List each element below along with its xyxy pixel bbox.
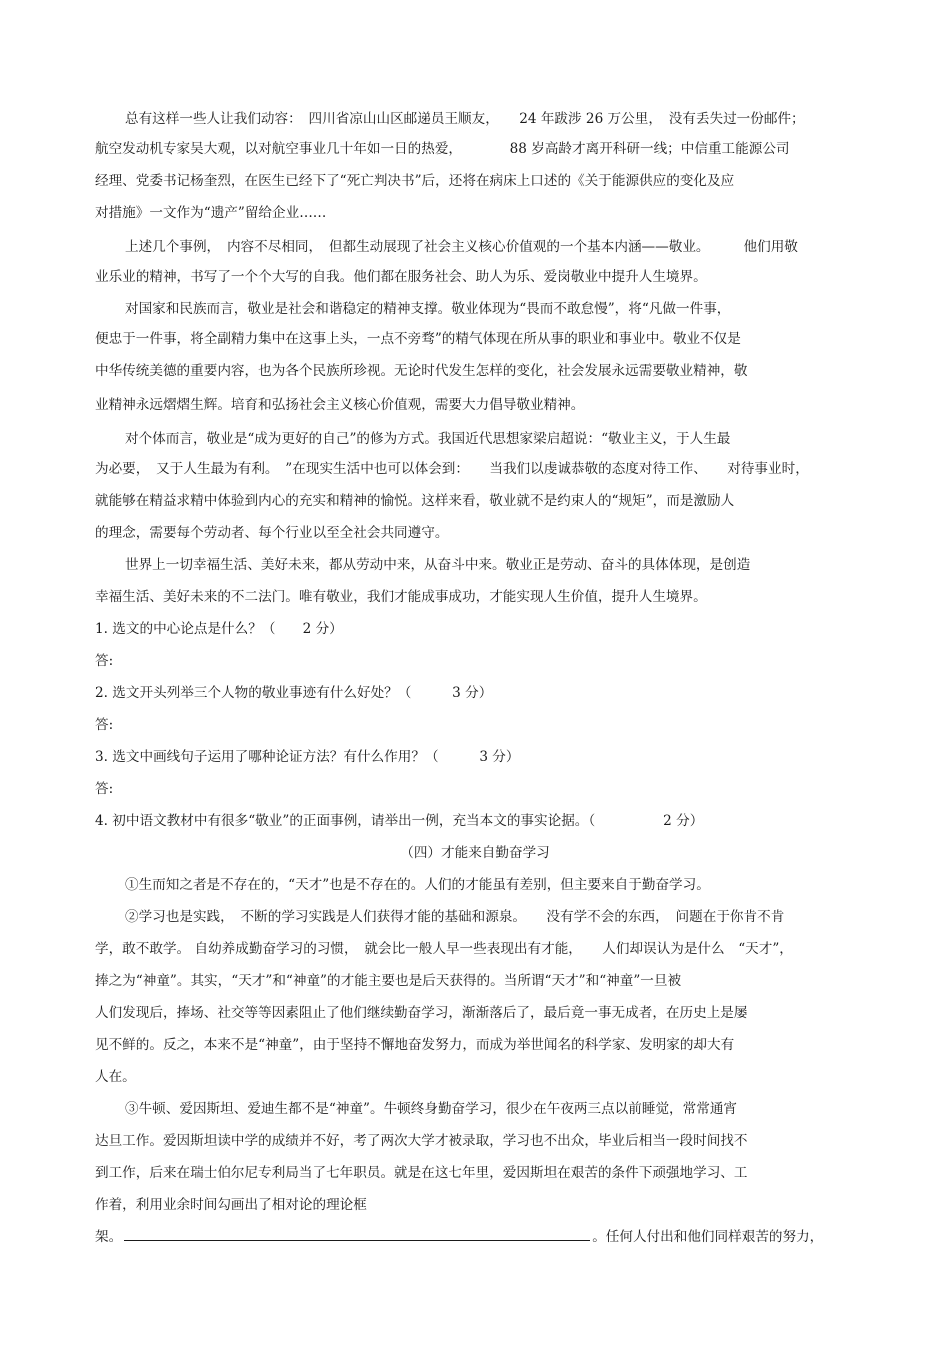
p3-para1-line2: 航空发动机专家吴大观，以对航空事业几十年如一日的热爱， 88 岁高龄才离开科研一线；中信重工能源公司 [95, 141, 790, 157]
p4-para3-line3: 到工作，后来在瑞士伯尔尼专利局当了七年职员。就是在这七年里，爱因斯坦在艰苦的条件下顽强地学习、工 [95, 1165, 748, 1181]
p4-para3-line5 [95, 1228, 823, 1246]
p3-para4-line1: 对个体而言，敬业是“成为更好的自己”的修为方式。我国近代思想家梁启超说：“敬业主义，于人生最 [125, 431, 731, 447]
answer-label-1: 答: [95, 653, 114, 669]
p4-para2-line5: 见不鲜的。反之，本来不是“神童”，由于坚持不懈地奋发努力，而成为举世闻名的科学家、发明家的却大有 [95, 1037, 735, 1053]
p4-para3-line1: ③牛顿、爱因斯坦、爱迪生都不是“神童”。牛顿终身勤奋学习，很少在午夜两三点以前睡觉，常常通宵 [125, 1101, 738, 1117]
question-4: 4. 初中语文教材中有很多“敬业”的正面事例，请举出一例，充当本文的事实论据。（ 2 分） [95, 813, 704, 829]
answer-label-3: 答: [95, 781, 114, 797]
passage4-title: （四）才能来自勤奋学习 [400, 845, 550, 861]
p3-para3-line3: 中华传统美德的重要内容，也为各个民族所珍视。无论时代发生怎样的变化，社会发展永远需要敬业精神，敬 [95, 363, 748, 379]
blank-prefix: 架。 [95, 1229, 123, 1245]
p3-para3-line2: 便忠于一件事，将全副精力集中在这事上头，一点不旁骛”的精气体现在所从事的职业和事业中。敬业不仅是 [95, 331, 741, 347]
p3-para2-line2: 业乐业的精神，书写了一个个大写的自我。他们都在服务社会、助人为乐、爱岗敬业中提升人生境界。 [95, 269, 707, 285]
p3-para3-line1: 对国家和民族而言，敬业是社会和谐稳定的精神支撑。敬业体现为“畏而不敢怠慢”，将“凡做一件事， [125, 301, 731, 317]
p3-para4-line4: 的理念，需要每个劳动者、每个行业以至全社会共同遵守。 [95, 525, 449, 541]
p3-para4-line3: 就能够在精益求精中体验到内心的充实和精神的愉悦。这样来看，敬业就不是约束人的“规矩”，而是激励人 [95, 493, 735, 509]
p3-para1-line1: 总有这样一些人让我们动容： 四川省凉山山区邮递员王顺友， 24 年跋涉 26 万公里， 没有丢失过一份邮件； [125, 111, 805, 127]
blank-suffix: 。任何人付出和他们同样艰苦的努力， [592, 1229, 824, 1245]
p3-para4-line2: 为必要， 又于人生最为有利。 ”在现实生活中也可以体会到： 当我们以虔诚恭敬的态度对待工作、 对待事业时， [95, 461, 809, 477]
p3-para5-line1: 世界上一切幸福生活、美好未来，都从劳动中来，从奋斗中来。敬业正是劳动、奋斗的具体体现，是创造 [125, 557, 751, 573]
p3-para2-line1: 上述几个事例， 内容不尽相同， 但都生动展现了社会主义核心价值观的一个基本内涵——敬业。 他们用敬 [125, 239, 798, 255]
p4-para2-line6: 人在。 [95, 1069, 136, 1085]
p3-para3-line4: 业精神永远熠熠生辉。培育和弘扬社会主义核心价值观，需要大力倡导敬业精神。 [95, 397, 585, 413]
p4-para2-line2: 学，敢不敢学。 自幼养成勤奋学习的习惯， 就会比一般人早一些表现出有才能， 人们却误认为是什么 “天才”， [95, 941, 793, 957]
p4-para1-line1: ①生而知之者是不存在的，“天才”也是不存在的。人们的才能虽有差别，但主要来自于勤奋学习。 [125, 877, 710, 893]
p4-para2-line4: 人们发现后，捧场、社交等等因素阻止了他们继续勤奋学习，渐渐落后了，最后竟一事无成者，在历史上是屡 [95, 1005, 748, 1021]
question-2: 2. 选文开头列举三个人物的敬业事迹有什么好处？（ 3 分） [95, 685, 493, 701]
question-1: 1. 选文的中心论点是什么？（ 2 分） [95, 621, 343, 637]
p4-para2-line1: ②学习也是实践， 不断的学习实践是人们获得才能的基础和源泉。 没有学不会的东西， 问题在于你肯不肯 [125, 909, 785, 925]
answer-label-2: 答: [95, 717, 114, 733]
question-3: 3. 选文中画线句子运用了哪种论证方法？有什么作用？（ 3 分） [95, 749, 520, 765]
fill-in-blank[interactable] [124, 1228, 590, 1241]
p4-para2-line3: 捧之为“神童”。其实，“天才”和“神童”的才能主要也是后天获得的。当所谓“天才”和“神童”一旦被 [95, 973, 682, 989]
p3-para1-line4: 对措施》一文作为“遗产”留给企业…… [95, 205, 327, 221]
p3-para5-line2: 幸福生活、美好未来的不二法门。唯有敬业，我们才能成事成功，才能实现人生价值，提升人生境界。 [95, 589, 707, 605]
p3-para1-line3: 经理、党委书记杨奎烈，在医生已经下了“死亡判决书”后，还将在病床上口述的《关于能源供应的变化及应 [95, 173, 735, 189]
p4-para3-line4: 作着，利用业余时间勾画出了相对论的理论框 [95, 1197, 367, 1213]
p4-para3-line2: 达旦工作。爱因斯坦读中学的成绩并不好，考了两次大学才被录取，学习也不出众，毕业后相当一段时间找不 [95, 1133, 748, 1149]
